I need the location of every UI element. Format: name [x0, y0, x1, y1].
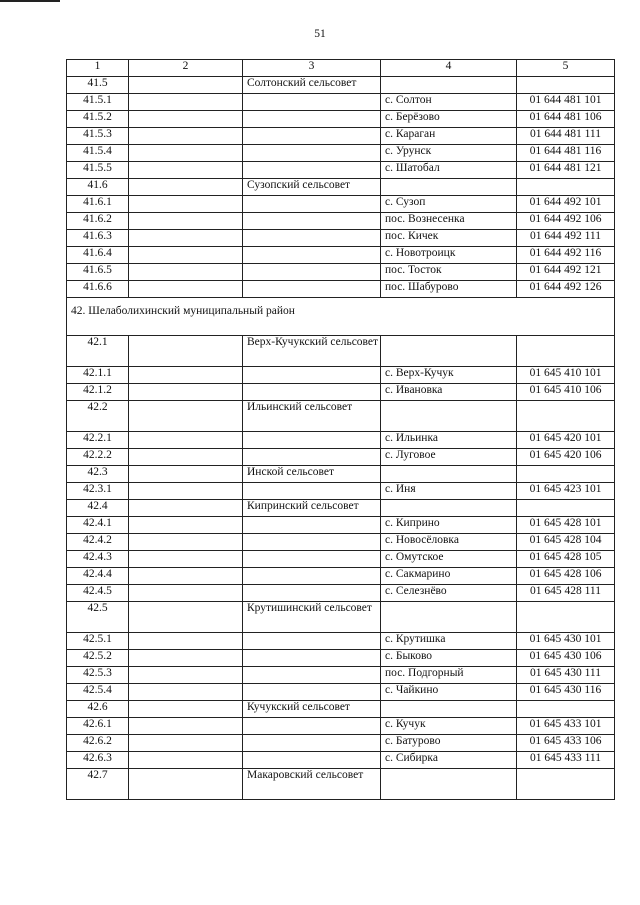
council-cell	[243, 196, 381, 213]
column2-cell	[129, 384, 243, 401]
okato-code-cell: 01 645 430 111	[517, 667, 615, 684]
code-cell: 41.5.2	[67, 111, 129, 128]
okato-code-cell	[517, 179, 615, 196]
table-row	[67, 384, 615, 401]
council-cell	[243, 633, 381, 650]
council-cell: Сузопский сельсовет	[243, 179, 381, 196]
code-cell: 41.5	[67, 77, 129, 94]
code-cell: 42.6.2	[67, 735, 129, 752]
column2-cell	[129, 213, 243, 230]
code-cell: 41.6.4	[67, 247, 129, 264]
code-cell: 42.5.1	[67, 633, 129, 650]
code-cell: 41.5.1	[67, 94, 129, 111]
okato-code-cell: 01 644 492 101	[517, 196, 615, 213]
settlement-cell: с. Верх-Кучук	[381, 367, 517, 384]
table-row	[67, 483, 615, 500]
table-row	[67, 94, 615, 111]
table-header-row	[67, 60, 615, 77]
settlement-cell	[381, 77, 517, 94]
code-cell: 42.6	[67, 701, 129, 718]
settlement-cell	[381, 179, 517, 196]
council-cell	[243, 517, 381, 534]
column2-cell	[129, 701, 243, 718]
okato-code-cell: 01 644 492 116	[517, 247, 615, 264]
code-cell: 41.5.3	[67, 128, 129, 145]
column2-cell	[129, 769, 243, 800]
table-row	[67, 466, 615, 483]
okato-code-cell: 01 645 420 101	[517, 432, 615, 449]
code-cell: 42.1.2	[67, 384, 129, 401]
council-cell	[243, 684, 381, 701]
column2-cell	[129, 367, 243, 384]
column2-cell	[129, 551, 243, 568]
table-row	[67, 230, 615, 247]
okato-code-cell: 01 645 433 106	[517, 735, 615, 752]
council-cell	[243, 111, 381, 128]
okato-code-cell: 01 644 492 121	[517, 264, 615, 281]
council-cell	[243, 128, 381, 145]
okato-code-cell	[517, 500, 615, 517]
table-row	[67, 517, 615, 534]
column2-cell	[129, 162, 243, 179]
council-cell	[243, 449, 381, 466]
table-body	[67, 77, 615, 800]
okato-code-cell	[517, 701, 615, 718]
column2-cell	[129, 534, 243, 551]
council-cell: Верх-Кучукский сельсовет	[243, 336, 381, 367]
code-cell: 41.6	[67, 179, 129, 196]
code-cell: 41.6.6	[67, 281, 129, 298]
settlement-cell: пос. Вознесенка	[381, 213, 517, 230]
council-cell: Кучукский сельсовет	[243, 701, 381, 718]
table-row	[67, 111, 615, 128]
column2-cell	[129, 336, 243, 367]
table-row	[67, 769, 615, 800]
settlement-cell: с. Киприно	[381, 517, 517, 534]
column2-cell	[129, 264, 243, 281]
code-cell: 41.5.5	[67, 162, 129, 179]
code-cell: 42.5	[67, 602, 129, 633]
okato-code-cell: 01 645 433 101	[517, 718, 615, 735]
code-cell: 41.6.2	[67, 213, 129, 230]
table-row	[67, 264, 615, 281]
table-row	[67, 196, 615, 213]
council-cell	[243, 384, 381, 401]
code-cell: 42.4.1	[67, 517, 129, 534]
code-cell: 41.6.5	[67, 264, 129, 281]
council-cell	[243, 162, 381, 179]
column2-cell	[129, 684, 243, 701]
column-header-2: 2	[129, 60, 243, 77]
okato-code-cell: 01 644 492 106	[517, 213, 615, 230]
council-cell	[243, 281, 381, 298]
okato-code-cell	[517, 466, 615, 483]
okato-code-cell: 01 645 428 101	[517, 517, 615, 534]
council-cell	[243, 650, 381, 667]
council-cell	[243, 551, 381, 568]
code-cell: 42.5.2	[67, 650, 129, 667]
okato-code-cell: 01 644 492 126	[517, 281, 615, 298]
code-cell: 42.4.3	[67, 551, 129, 568]
code-cell: 42.2.2	[67, 449, 129, 466]
table-row	[67, 213, 615, 230]
okato-code-cell: 01 645 410 101	[517, 367, 615, 384]
column2-cell	[129, 145, 243, 162]
settlement-cell: с. Иня	[381, 483, 517, 500]
table-row	[67, 551, 615, 568]
column2-cell	[129, 585, 243, 602]
settlement-cell: с. Солтон	[381, 94, 517, 111]
code-cell: 41.5.4	[67, 145, 129, 162]
table-row	[67, 77, 615, 94]
settlement-cell: с. Селезнёво	[381, 585, 517, 602]
code-cell: 42.1	[67, 336, 129, 367]
column2-cell	[129, 247, 243, 264]
table-row	[67, 633, 615, 650]
okato-code-cell	[517, 401, 615, 432]
okato-code-cell: 01 645 430 116	[517, 684, 615, 701]
table-row	[67, 449, 615, 466]
column-header-5: 5	[517, 60, 615, 77]
code-cell: 41.6.1	[67, 196, 129, 213]
council-cell	[243, 230, 381, 247]
table-row	[67, 247, 615, 264]
settlement-cell	[381, 701, 517, 718]
okato-code-cell	[517, 769, 615, 800]
district-heading-row	[67, 298, 615, 336]
okato-code-cell: 01 645 428 106	[517, 568, 615, 585]
table-row	[67, 667, 615, 684]
council-cell: Крутишинский сельсовет	[243, 602, 381, 633]
code-cell: 42.2	[67, 401, 129, 432]
settlement-cell: с. Новотроицк	[381, 247, 517, 264]
council-cell	[243, 585, 381, 602]
column-header-4: 4	[381, 60, 517, 77]
settlement-cell	[381, 500, 517, 517]
settlement-cell: с. Ивановка	[381, 384, 517, 401]
settlement-cell: пос. Тосток	[381, 264, 517, 281]
settlement-cell	[381, 602, 517, 633]
council-cell	[243, 718, 381, 735]
settlement-cell: пос. Подгорный	[381, 667, 517, 684]
okato-code-cell: 01 645 430 106	[517, 650, 615, 667]
column2-cell	[129, 602, 243, 633]
settlement-cell: с. Берёзово	[381, 111, 517, 128]
table-row	[67, 684, 615, 701]
code-cell: 42.4.4	[67, 568, 129, 585]
settlement-cell: с. Чайкино	[381, 684, 517, 701]
table-row	[67, 735, 615, 752]
settlement-cell: пос. Шабурово	[381, 281, 517, 298]
okato-code-cell: 01 644 481 101	[517, 94, 615, 111]
column-header-3: 3	[243, 60, 381, 77]
council-cell	[243, 735, 381, 752]
table-row	[67, 752, 615, 769]
table-row	[67, 568, 615, 585]
table-row	[67, 500, 615, 517]
council-cell: Инской сельсовет	[243, 466, 381, 483]
table-row	[67, 401, 615, 432]
okato-code-cell: 01 645 423 101	[517, 483, 615, 500]
code-cell: 41.6.3	[67, 230, 129, 247]
code-cell: 42.6.3	[67, 752, 129, 769]
column2-cell	[129, 500, 243, 517]
settlement-cell	[381, 401, 517, 432]
okato-code-cell: 01 645 420 106	[517, 449, 615, 466]
column2-cell	[129, 281, 243, 298]
okato-code-cell: 01 645 428 111	[517, 585, 615, 602]
district-heading: 42. Шелаболихинский муниципальный район	[67, 298, 615, 336]
settlement-cell: с. Крутишка	[381, 633, 517, 650]
column2-cell	[129, 111, 243, 128]
settlement-cell: с. Урунск	[381, 145, 517, 162]
column2-cell	[129, 128, 243, 145]
column2-cell	[129, 77, 243, 94]
council-cell	[243, 94, 381, 111]
column2-cell	[129, 752, 243, 769]
column2-cell	[129, 449, 243, 466]
code-cell: 42.5.4	[67, 684, 129, 701]
council-cell: Ильинский сельсовет	[243, 401, 381, 432]
settlement-cell: с. Сузоп	[381, 196, 517, 213]
column2-cell	[129, 718, 243, 735]
okato-code-cell: 01 645 433 111	[517, 752, 615, 769]
page-number: 51	[314, 28, 326, 40]
table-row	[67, 128, 615, 145]
table-row	[67, 367, 615, 384]
council-cell	[243, 213, 381, 230]
okato-code-cell: 01 644 481 106	[517, 111, 615, 128]
column2-cell	[129, 517, 243, 534]
settlements-table	[66, 59, 615, 800]
code-cell: 42.5.3	[67, 667, 129, 684]
settlement-cell: с. Караган	[381, 128, 517, 145]
okato-code-cell: 01 644 481 116	[517, 145, 615, 162]
code-cell: 42.3.1	[67, 483, 129, 500]
code-cell: 42.1.1	[67, 367, 129, 384]
settlement-cell: с. Батурово	[381, 735, 517, 752]
column2-cell	[129, 650, 243, 667]
code-cell: 42.4	[67, 500, 129, 517]
council-cell	[243, 568, 381, 585]
okato-code-cell: 01 645 430 101	[517, 633, 615, 650]
table-row	[67, 162, 615, 179]
okato-code-cell: 01 645 428 105	[517, 551, 615, 568]
code-cell: 42.2.1	[67, 432, 129, 449]
table-row	[67, 145, 615, 162]
okato-code-cell	[517, 77, 615, 94]
council-cell	[243, 264, 381, 281]
council-cell: Солтонский сельсовет	[243, 77, 381, 94]
okato-code-cell	[517, 602, 615, 633]
column2-cell	[129, 568, 243, 585]
settlement-cell: с. Новосёловка	[381, 534, 517, 551]
council-cell	[243, 247, 381, 264]
okato-code-cell	[517, 336, 615, 367]
table-row	[67, 281, 615, 298]
council-cell	[243, 534, 381, 551]
council-cell	[243, 145, 381, 162]
code-cell: 42.4.5	[67, 585, 129, 602]
settlement-cell	[381, 769, 517, 800]
column2-cell	[129, 483, 243, 500]
settlement-cell: с. Луговое	[381, 449, 517, 466]
settlement-cell: с. Кучук	[381, 718, 517, 735]
column2-cell	[129, 667, 243, 684]
settlement-cell: с. Быково	[381, 650, 517, 667]
code-cell: 42.3	[67, 466, 129, 483]
table-row	[67, 534, 615, 551]
council-cell	[243, 752, 381, 769]
okato-code-cell: 01 644 492 111	[517, 230, 615, 247]
column2-cell	[129, 401, 243, 432]
settlement-cell: с. Сибирка	[381, 752, 517, 769]
okato-code-cell: 01 645 428 104	[517, 534, 615, 551]
column2-cell	[129, 94, 243, 111]
settlement-cell: с. Сакмарино	[381, 568, 517, 585]
table-row	[67, 179, 615, 196]
settlement-cell: пос. Кичек	[381, 230, 517, 247]
table-row	[67, 602, 615, 633]
column2-cell	[129, 432, 243, 449]
table-row	[67, 336, 615, 367]
table-row	[67, 432, 615, 449]
code-cell: 42.4.2	[67, 534, 129, 551]
council-cell	[243, 483, 381, 500]
settlement-cell: с. Ильинка	[381, 432, 517, 449]
council-cell	[243, 367, 381, 384]
column-header-1: 1	[67, 60, 129, 77]
settlement-cell	[381, 466, 517, 483]
code-cell: 42.6.1	[67, 718, 129, 735]
council-cell: Кипринский сельсовет	[243, 500, 381, 517]
settlement-cell: с. Омутское	[381, 551, 517, 568]
okato-code-cell: 01 644 481 121	[517, 162, 615, 179]
column2-cell	[129, 230, 243, 247]
table-row	[67, 585, 615, 602]
okato-code-cell: 01 644 481 111	[517, 128, 615, 145]
settlement-cell	[381, 336, 517, 367]
table-row	[67, 718, 615, 735]
code-cell: 42.7	[67, 769, 129, 800]
settlement-cell: с. Шатобал	[381, 162, 517, 179]
column2-cell	[129, 466, 243, 483]
column2-cell	[129, 196, 243, 213]
column2-cell	[129, 633, 243, 650]
top-rule	[0, 0, 60, 2]
column2-cell	[129, 735, 243, 752]
table-row	[67, 650, 615, 667]
council-cell	[243, 667, 381, 684]
council-cell: Макаровский сельсовет	[243, 769, 381, 800]
table-row	[67, 701, 615, 718]
okato-code-cell: 01 645 410 106	[517, 384, 615, 401]
council-cell	[243, 432, 381, 449]
column2-cell	[129, 179, 243, 196]
